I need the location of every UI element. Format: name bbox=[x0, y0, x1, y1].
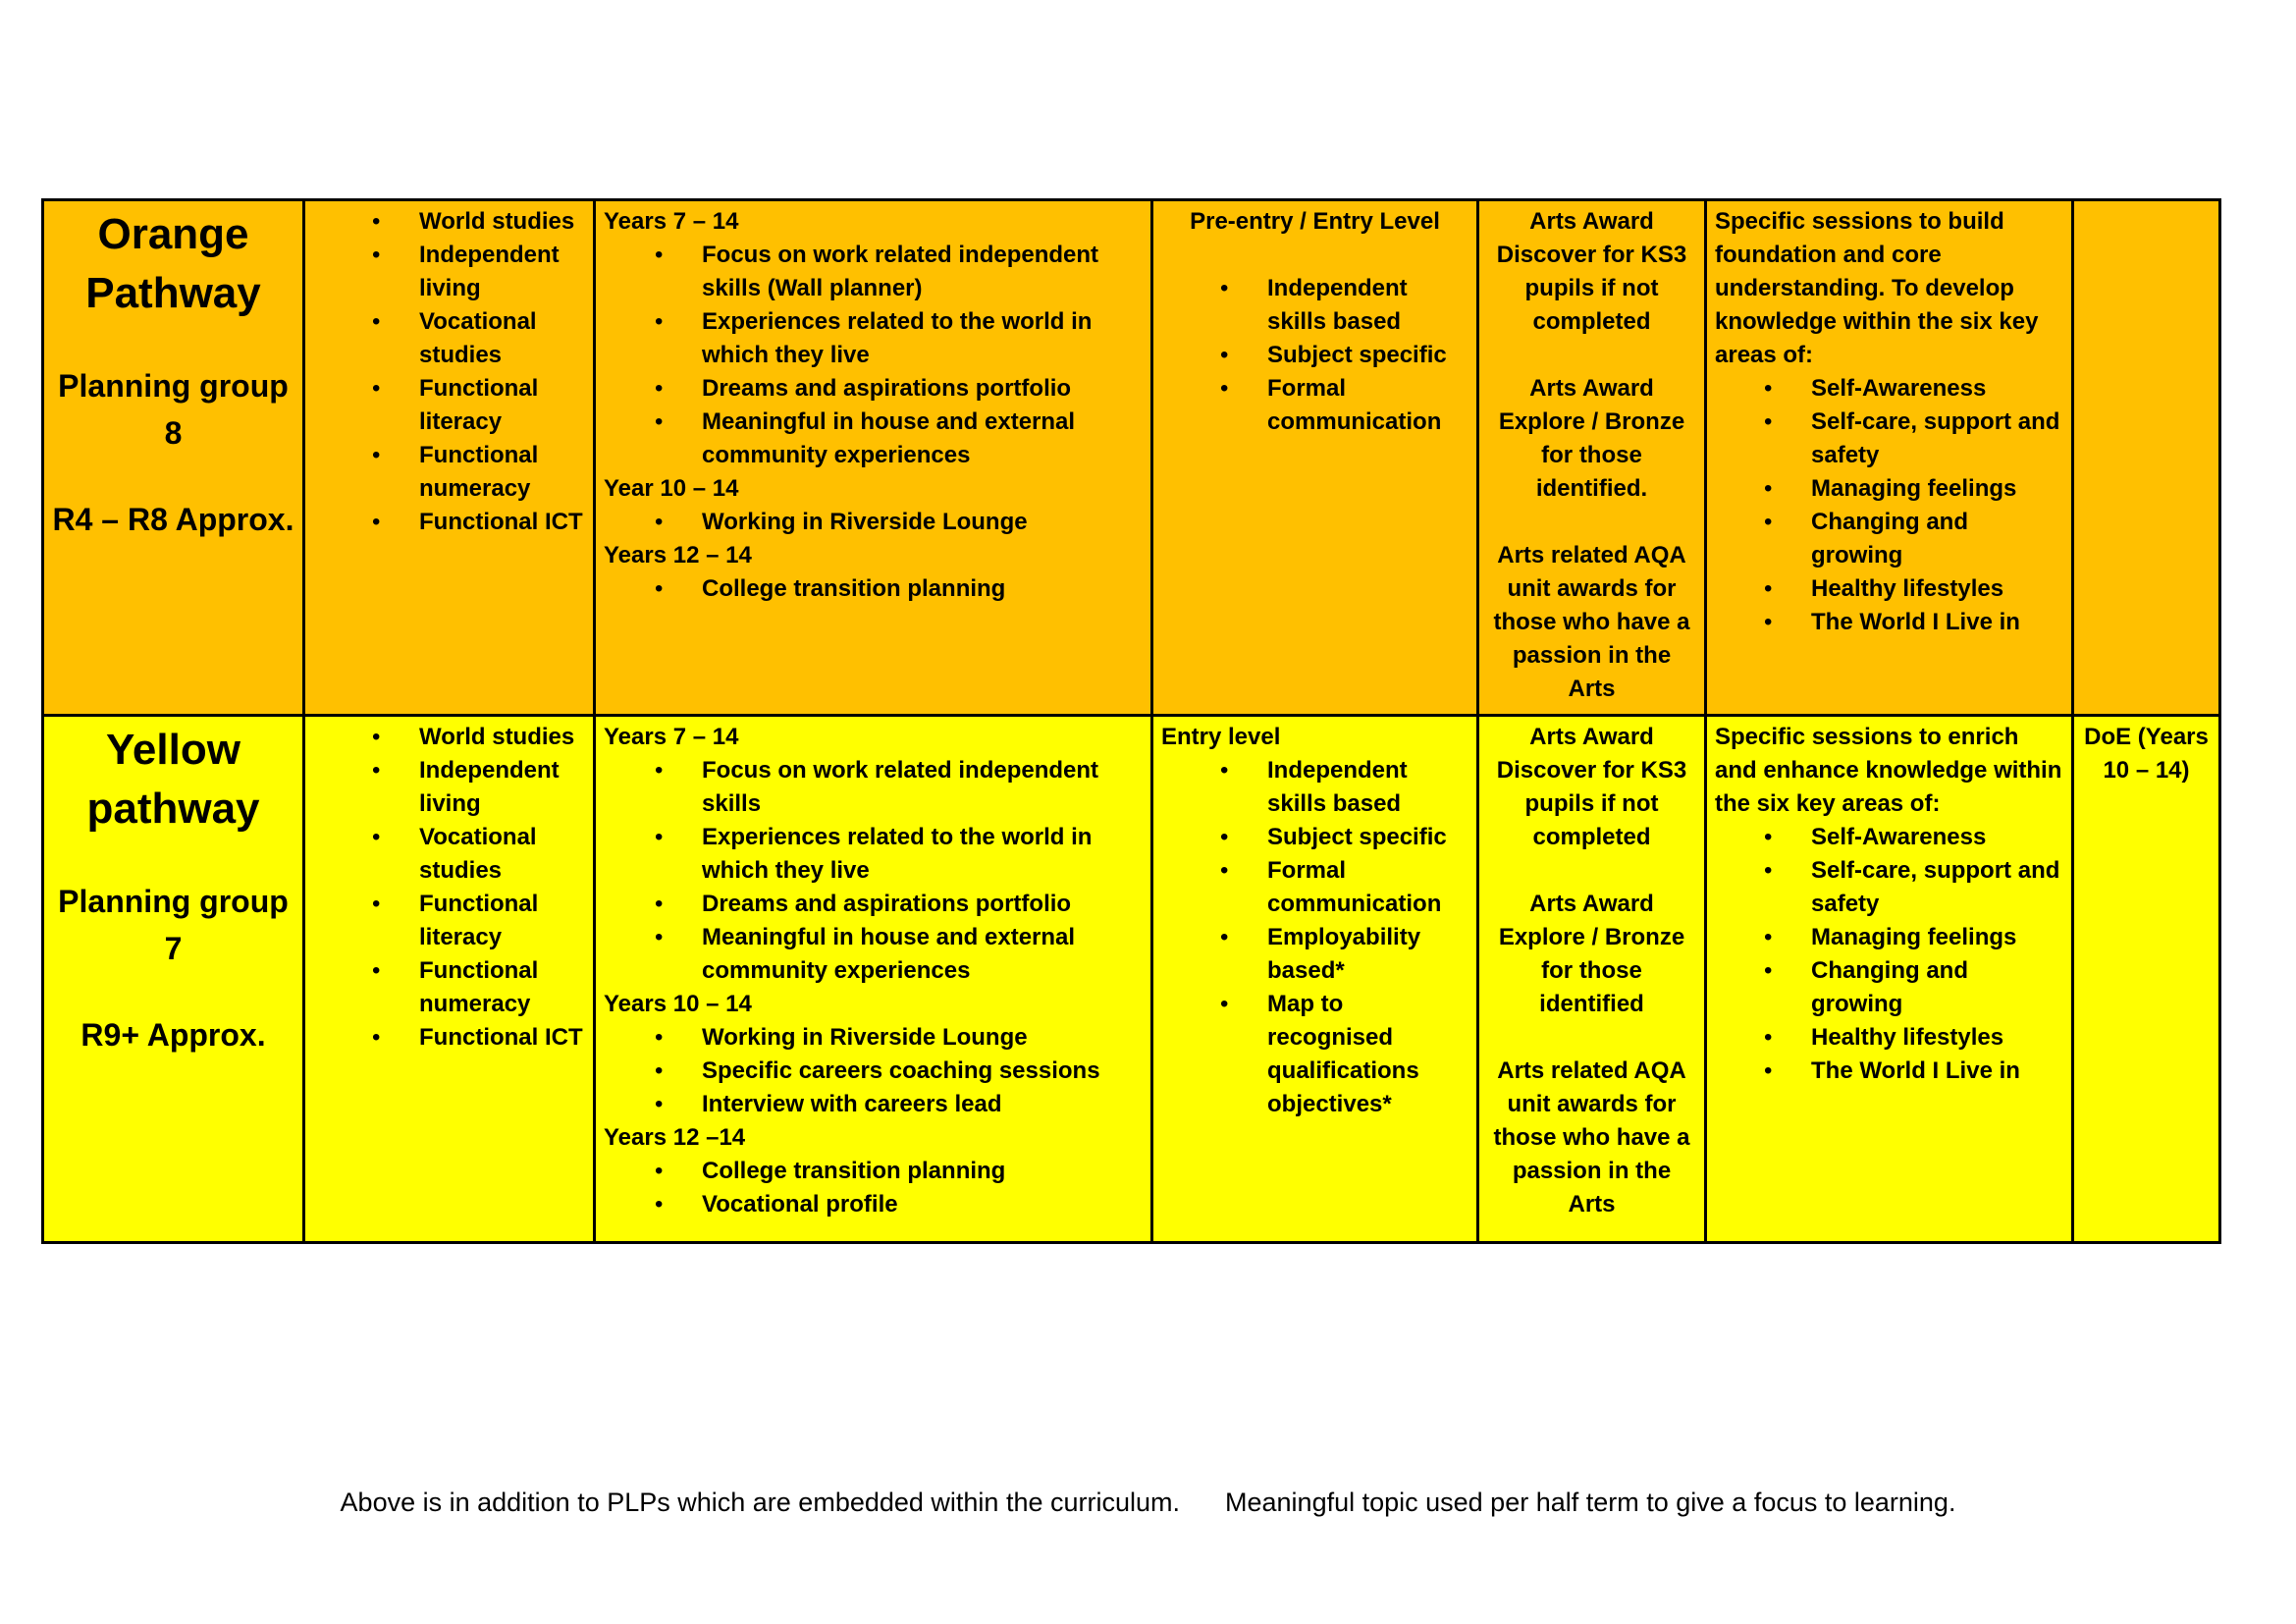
list-item: • Vocational studies bbox=[419, 305, 585, 372]
list-item: • World studies bbox=[419, 205, 585, 239]
accreditation-list bbox=[1161, 272, 1468, 439]
list-item: • Specific careers coaching sessions bbox=[702, 1055, 1143, 1088]
list-item: • Focus on work related independent skills bbox=[702, 754, 1143, 821]
subjects-list bbox=[313, 721, 585, 1055]
list-item: • Managing feelings bbox=[1811, 472, 2063, 506]
list-item: • Changing and growing bbox=[1811, 954, 2063, 1021]
arts-cell bbox=[1478, 200, 1706, 716]
years-cell bbox=[595, 716, 1152, 1243]
arts-paragraph: Arts Award Discover for KS3 pupils if not completed bbox=[1496, 724, 1687, 850]
list-item: • Vocational profile bbox=[702, 1188, 1143, 1221]
list-item: • Self-Awareness bbox=[1811, 821, 2063, 854]
years-list bbox=[604, 1021, 1143, 1121]
sessions-cell bbox=[1706, 716, 2073, 1243]
list-item: • Subject specific bbox=[1267, 821, 1468, 854]
list-item: • Healthy lifestyles bbox=[1811, 572, 2063, 606]
list-item: • Independent skills based bbox=[1267, 272, 1468, 339]
accreditation-heading: Pre-entry / Entry Level bbox=[1190, 208, 1440, 235]
years-heading: Years 12 – 14 bbox=[604, 542, 752, 568]
orange-pathway-row bbox=[43, 200, 2220, 716]
list-item: • The World I Live in bbox=[1811, 606, 2063, 639]
list-item: • Meaningful in house and external community experiences bbox=[702, 406, 1143, 472]
list-item: • Experiences related to the world in which they live bbox=[702, 305, 1143, 372]
subjects-cell bbox=[304, 716, 595, 1243]
list-item: • Employability based* bbox=[1267, 921, 1468, 988]
list-item: • College transition planning bbox=[702, 1155, 1143, 1188]
accreditation-cell bbox=[1152, 200, 1478, 716]
years-list bbox=[604, 239, 1143, 472]
list-item: • Self-Awareness bbox=[1811, 372, 2063, 406]
years-list bbox=[604, 1155, 1143, 1221]
years-heading: Years 7 – 14 bbox=[604, 724, 739, 750]
arts-paragraph: Arts Award Discover for KS3 pupils if not completed bbox=[1496, 208, 1687, 335]
list-item: • Meaningful in house and external community experiences bbox=[702, 921, 1143, 988]
list-item: • Independent living bbox=[419, 754, 585, 821]
list-item: • Independent living bbox=[419, 239, 585, 305]
sessions-list bbox=[1715, 821, 2063, 1088]
accreditation-list bbox=[1161, 754, 1468, 1121]
arts-paragraph: Arts related AQA unit awards for those who have a passion in the Arts bbox=[1493, 1057, 1690, 1218]
list-item: • Functional ICT bbox=[419, 1021, 585, 1055]
pathways-table bbox=[41, 198, 2221, 1244]
doe-cell: DoE (Years 10 – 14) bbox=[2073, 716, 2220, 1243]
list-item: • Self-care, support and safety bbox=[1811, 406, 2063, 472]
sessions-list bbox=[1715, 372, 2063, 639]
list-item: • Dreams and aspirations portfolio bbox=[702, 372, 1143, 406]
planning-group: Planning group 7 bbox=[58, 884, 289, 966]
years-cell bbox=[595, 200, 1152, 716]
doe-cell bbox=[2073, 200, 2220, 716]
list-item: • Independent skills based bbox=[1267, 754, 1468, 821]
years-heading: Years 12 –14 bbox=[604, 1124, 746, 1151]
list-item: • World studies bbox=[419, 721, 585, 754]
list-item: • Formal communication bbox=[1267, 854, 1468, 921]
reading-range: R4 – R8 Approx. bbox=[52, 502, 294, 537]
pathway-name-cell bbox=[43, 200, 304, 716]
list-item: • Functional literacy bbox=[419, 888, 585, 954]
planning-group: Planning group 8 bbox=[58, 368, 289, 451]
years-heading: Years 7 – 14 bbox=[604, 208, 739, 235]
subjects-cell bbox=[304, 200, 595, 716]
reading-range: R9+ Approx. bbox=[80, 1017, 266, 1053]
list-item: • Managing feelings bbox=[1811, 921, 2063, 954]
list-item: • Working in Riverside Lounge bbox=[702, 1021, 1143, 1055]
yellow-pathway-row bbox=[43, 716, 2220, 1243]
accreditation-cell bbox=[1152, 716, 1478, 1243]
list-item: • Functional ICT bbox=[419, 506, 585, 539]
list-item: • Changing and growing bbox=[1811, 506, 2063, 572]
arts-paragraph: Arts Award Explore / Bronze for those identified. bbox=[1498, 375, 1685, 502]
list-item: • Self-care, support and safety bbox=[1811, 854, 2063, 921]
pathway-title: Yellow pathway bbox=[86, 726, 260, 833]
list-item: • The World I Live in bbox=[1811, 1055, 2063, 1088]
years-heading: Year 10 – 14 bbox=[604, 475, 739, 502]
list-item: • Subject specific bbox=[1267, 339, 1468, 372]
list-item: • Working in Riverside Lounge bbox=[702, 506, 1143, 539]
subjects-list bbox=[313, 205, 585, 539]
list-item: • Formal communication bbox=[1267, 372, 1468, 439]
footer-text-2: Meaningful topic used per half term to give a focus to learning. bbox=[1225, 1488, 1956, 1517]
list-item: • Vocational studies bbox=[419, 821, 585, 888]
years-list bbox=[604, 754, 1143, 988]
list-item: • Functional literacy bbox=[419, 372, 585, 439]
arts-paragraph: Arts related AQA unit awards for those who have a passion in the Arts bbox=[1493, 542, 1690, 702]
arts-paragraph: Arts Award Explore / Bronze for those identified bbox=[1498, 891, 1685, 1017]
pathway-name-cell bbox=[43, 716, 304, 1243]
sessions-intro: Specific sessions to build foundation and core understanding. To develop knowledge within the six key areas of: bbox=[1715, 208, 2039, 368]
sessions-cell bbox=[1706, 200, 2073, 716]
list-item: • College transition planning bbox=[702, 572, 1143, 606]
arts-cell bbox=[1478, 716, 1706, 1243]
footer-note bbox=[0, 1488, 2296, 1518]
list-item: • Dreams and aspirations portfolio bbox=[702, 888, 1143, 921]
list-item: • Healthy lifestyles bbox=[1811, 1021, 2063, 1055]
sessions-intro: Specific sessions to enrich and enhance knowledge within the six key areas of: bbox=[1715, 724, 2062, 817]
pathway-title: Orange Pathway bbox=[85, 210, 261, 317]
years-list bbox=[604, 506, 1143, 539]
footer-text-1: Above is in addition to PLPs which are embedded within the curriculum. bbox=[340, 1488, 1181, 1517]
list-item: • Interview with careers lead bbox=[702, 1088, 1143, 1121]
list-item: • Functional numeracy bbox=[419, 439, 585, 506]
years-list bbox=[604, 572, 1143, 606]
list-item: • Focus on work related independent skills (Wall planner) bbox=[702, 239, 1143, 305]
list-item: • Experiences related to the world in which they live bbox=[702, 821, 1143, 888]
list-item: • Map to recognised qualifications objectives* bbox=[1267, 988, 1468, 1121]
accreditation-heading: Entry level bbox=[1161, 724, 1281, 750]
list-item: • Functional numeracy bbox=[419, 954, 585, 1021]
years-heading: Years 10 – 14 bbox=[604, 991, 752, 1017]
